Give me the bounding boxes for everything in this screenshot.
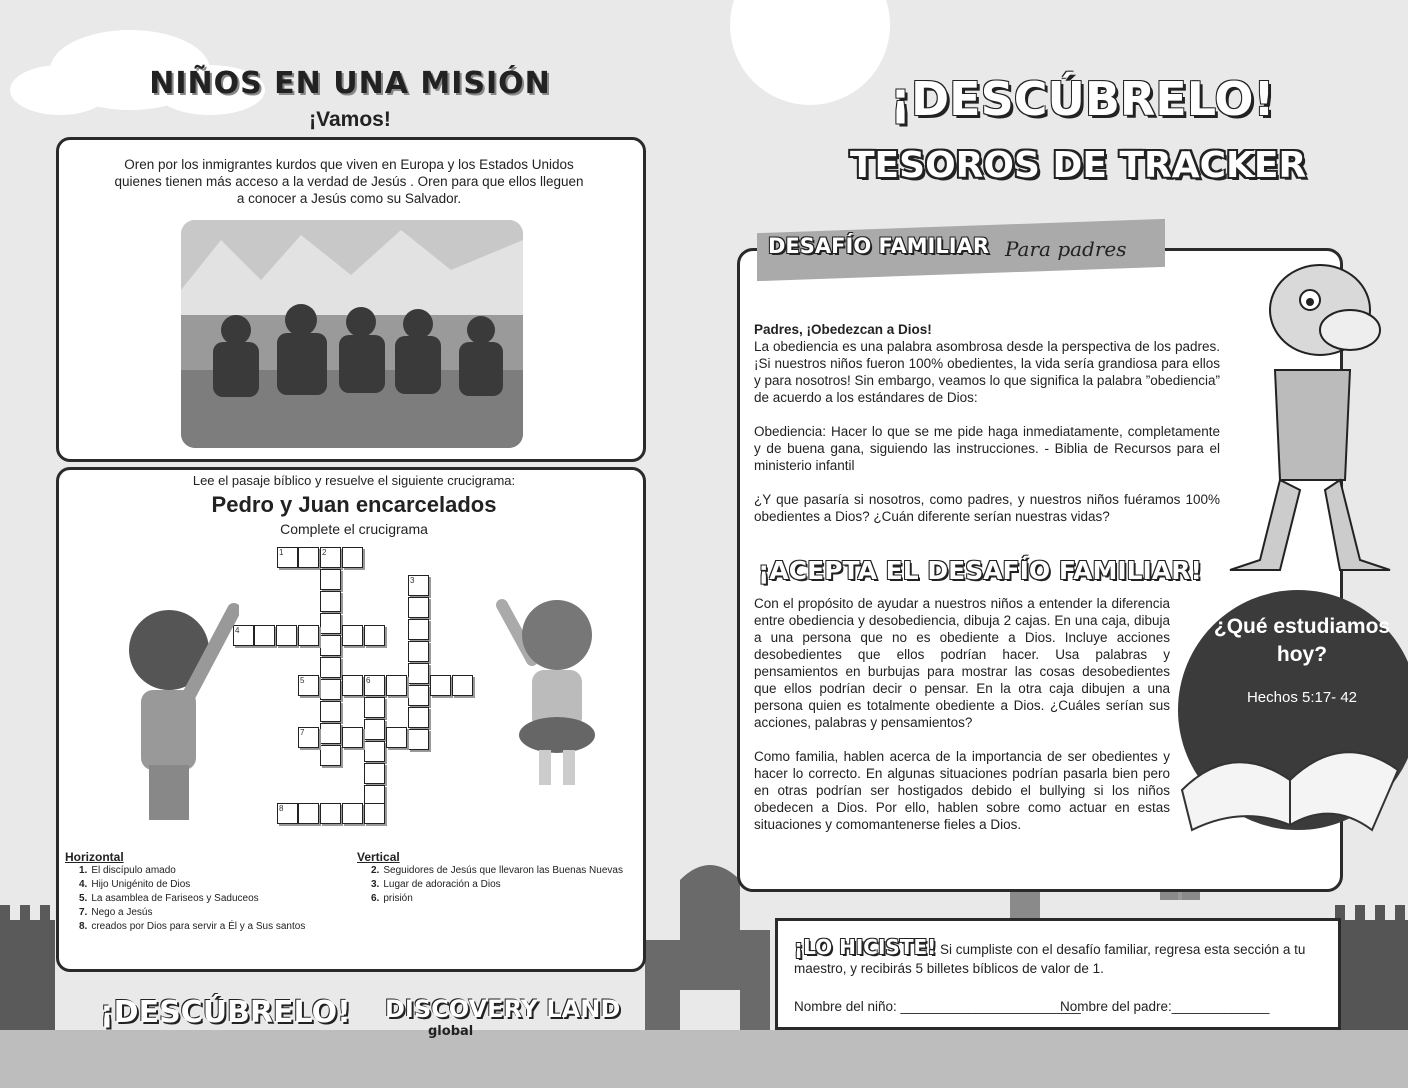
crossword-cell[interactable] bbox=[276, 625, 297, 646]
crossword-title: Pedro y Juan encarcelados bbox=[211, 492, 497, 517]
girl-illustration bbox=[487, 590, 602, 790]
grid-number: 8 bbox=[279, 804, 284, 813]
crossword-cell[interactable] bbox=[320, 635, 341, 656]
crossword-cell[interactable] bbox=[364, 697, 385, 718]
crossword-cell[interactable] bbox=[408, 707, 429, 728]
crossword-cell[interactable] bbox=[342, 625, 363, 646]
vertical-label: Vertical bbox=[357, 850, 400, 864]
crossword-cell[interactable] bbox=[342, 547, 363, 568]
discovery-land-logo: DISCOVERY LAND bbox=[385, 995, 621, 1023]
parents-heading: Padres, ¡Obedezcan a Dios! bbox=[754, 322, 932, 337]
paragraph-4: Con el propósito de ayudar a nuestros niños a entender la diferencia entre obediencia y desobediencia, dibuja 2 cajas. En una caja, dibuja a una persona que no es obediente a Dios. Incluye acciones desobedientes que ellos podrían hacer. Usa palabras y pensamientos en burbujas para mostrar las cosas desobedientes que ellos podrían decir o pensar. En la otra caja dibujen a una persona quien es totalmente obediente a Dios. ¿Cuáles serían sus acciones, palabras y pensamientos? bbox=[754, 596, 1170, 730]
challenge-text bbox=[754, 595, 1170, 833]
right-logo: ¡DESCÚBRELO! bbox=[890, 72, 1275, 126]
vertical-clues bbox=[357, 850, 642, 906]
refugee-children-photo bbox=[181, 220, 523, 448]
crossword-cell[interactable] bbox=[364, 803, 385, 824]
grid-number: 4 bbox=[235, 626, 240, 635]
clue-item: 4. Hijo Unigénito de Dios bbox=[79, 879, 191, 890]
parents-text bbox=[754, 321, 1220, 525]
crossword-cell[interactable] bbox=[320, 723, 341, 744]
paragraph-1: La obediencia es una palabra asombrosa desde la perspectiva de los padres. ¡Si nuestros niños fueron 100% obedientes, la vida sería grandiosa para ellos y para nosotros! Sin embargo, veamos lo que significa la palabra ”obediencia” de acuerdo a los estándares de Dios: bbox=[754, 339, 1221, 405]
crossword-cell[interactable] bbox=[408, 641, 429, 662]
parent-name-field[interactable]: Nombre del padre:_____________ bbox=[1060, 999, 1270, 1014]
crossword-cell[interactable] bbox=[320, 701, 341, 722]
crossword-cell[interactable] bbox=[342, 727, 363, 748]
crossword-cell[interactable] bbox=[320, 657, 341, 678]
crossword-instruction: Lee el pasaje bíblico y resuelve el siguiente crucigrama: bbox=[192, 473, 516, 488]
descubrelo-logo: ¡DESCÚBRELO! bbox=[100, 995, 351, 1030]
crossword-cell[interactable] bbox=[254, 625, 275, 646]
boy-illustration bbox=[119, 600, 239, 830]
completion-instructions: Si cumpliste con el desafío familiar, regresa esta sección a tu maestro, y recibirás 5 billetes bíblicos de valor de 1. bbox=[794, 942, 1306, 976]
horizontal-label: Horizontal bbox=[65, 850, 124, 864]
open-bible-icon bbox=[1172, 720, 1408, 840]
crossword-cell[interactable] bbox=[342, 675, 363, 696]
crossword-cell[interactable] bbox=[320, 613, 341, 634]
crossword-cell[interactable] bbox=[320, 591, 341, 612]
crossword-subtitle: Complete el crucigrama bbox=[280, 521, 428, 537]
clue-item: 3. Lugar de adoración a Dios bbox=[371, 879, 501, 890]
paragraph-3: ¿Y que pasaría si nosotros, como padres, y nuestros niños fuéramos 100% obedientes a Dios? ¿Cuán diferente serían nuestras vidas? bbox=[754, 492, 1220, 524]
crossword-cell[interactable] bbox=[320, 679, 341, 700]
crossword-cell[interactable] bbox=[298, 625, 319, 646]
right-title: TESOROS DE TRACKER bbox=[850, 145, 1307, 186]
tab-subtitle: Para padres bbox=[1005, 237, 1127, 261]
crossword-cell[interactable] bbox=[320, 803, 341, 824]
grid-number: 7 bbox=[300, 728, 305, 737]
crossword-cell[interactable] bbox=[408, 663, 429, 684]
crossword-cell[interactable] bbox=[298, 803, 319, 824]
prayer-panel bbox=[56, 137, 646, 462]
grid-number: 2 bbox=[322, 548, 327, 557]
crossword-cell[interactable] bbox=[452, 675, 473, 696]
child-name-field[interactable]: Nombre del niño: ________________________ bbox=[794, 999, 1081, 1014]
clue-item: 1. El discípulo amado bbox=[79, 865, 176, 876]
study-reference: Hechos 5:17- 42 bbox=[1246, 689, 1358, 706]
crossword-cell[interactable] bbox=[298, 547, 319, 568]
crossword-cell[interactable] bbox=[386, 675, 407, 696]
prayer-text: Oren por los inmigrantes kurdos que viven en Europa y los Estados Unidos quienes tienen más acceso a la verdad de Jesús . Oren para que ellos lleguen a conocer a Jesús como su Salvador. bbox=[114, 157, 584, 206]
crossword-cell[interactable] bbox=[408, 685, 429, 706]
completion-text bbox=[794, 935, 1329, 978]
crossword-cell[interactable] bbox=[386, 727, 407, 748]
clue-item: 2. Seguidores de Jesús que llevaron las Buenas Nuevas bbox=[371, 865, 623, 876]
left-title: NIÑOS EN UNA MISIÓN bbox=[149, 66, 551, 101]
study-question: ¿Qué estudiamos hoy? bbox=[1213, 615, 1391, 666]
crossword-cell[interactable] bbox=[430, 675, 451, 696]
clue-item: 7. Nego a Jesús bbox=[79, 907, 153, 918]
clue-item: 6. prisión bbox=[371, 893, 413, 904]
challenge-heading: ¡ACEPTA EL DESAFÍO FAMILIAR! bbox=[758, 556, 1202, 585]
grid-number: 5 bbox=[300, 676, 305, 685]
crossword-cell[interactable] bbox=[342, 803, 363, 824]
crossword-cell[interactable] bbox=[364, 741, 385, 762]
crossword-cell[interactable] bbox=[320, 569, 341, 590]
crossword-cell[interactable] bbox=[320, 745, 341, 766]
crossword-cell[interactable] bbox=[408, 619, 429, 640]
grid-number: 6 bbox=[366, 676, 371, 685]
discovery-land-global: global bbox=[428, 1024, 474, 1039]
paragraph-5: Como familia, hablen acerca de la importancia de ser obedientes y hacer lo correcto. En algunas situaciones podrían pasarla bien pero en otras podrían ser hostigados debido el bullying si los niños obedecen a Dios. Por ello, hablen sobre como actuar en estas situaciones y comomantenerse fieles a Dios. bbox=[754, 749, 1170, 832]
crossword-cell[interactable] bbox=[364, 763, 385, 784]
grid-number: 3 bbox=[410, 576, 415, 585]
crossword-cell[interactable] bbox=[364, 625, 385, 646]
tracker-camel-mascot bbox=[1200, 250, 1400, 590]
grid-number: 1 bbox=[279, 548, 284, 557]
completion-title: ¡LO HICISTE! bbox=[794, 935, 937, 959]
clue-item: 5. La asamblea de Fariseos y Saduceos bbox=[79, 893, 259, 904]
crossword-cell[interactable] bbox=[408, 729, 429, 750]
crossword-cell[interactable] bbox=[364, 719, 385, 740]
paragraph-2: Obediencia: Hacer lo que se me pide haga inmediatamente, completamente y de buena gana, siguiendo las instrucciones. - Biblia de Recursos para el ministerio infantil bbox=[754, 424, 1220, 473]
left-subtitle: ¡Vamos! bbox=[309, 108, 391, 131]
clue-item: 8. creados por Dios para servir a Él y a Sus santos bbox=[79, 921, 306, 932]
crossword-cell[interactable] bbox=[408, 597, 429, 618]
tab-title: DESAFÍO FAMILIAR bbox=[768, 234, 989, 258]
horizontal-clues bbox=[65, 850, 345, 934]
crossword-panel bbox=[56, 467, 646, 972]
